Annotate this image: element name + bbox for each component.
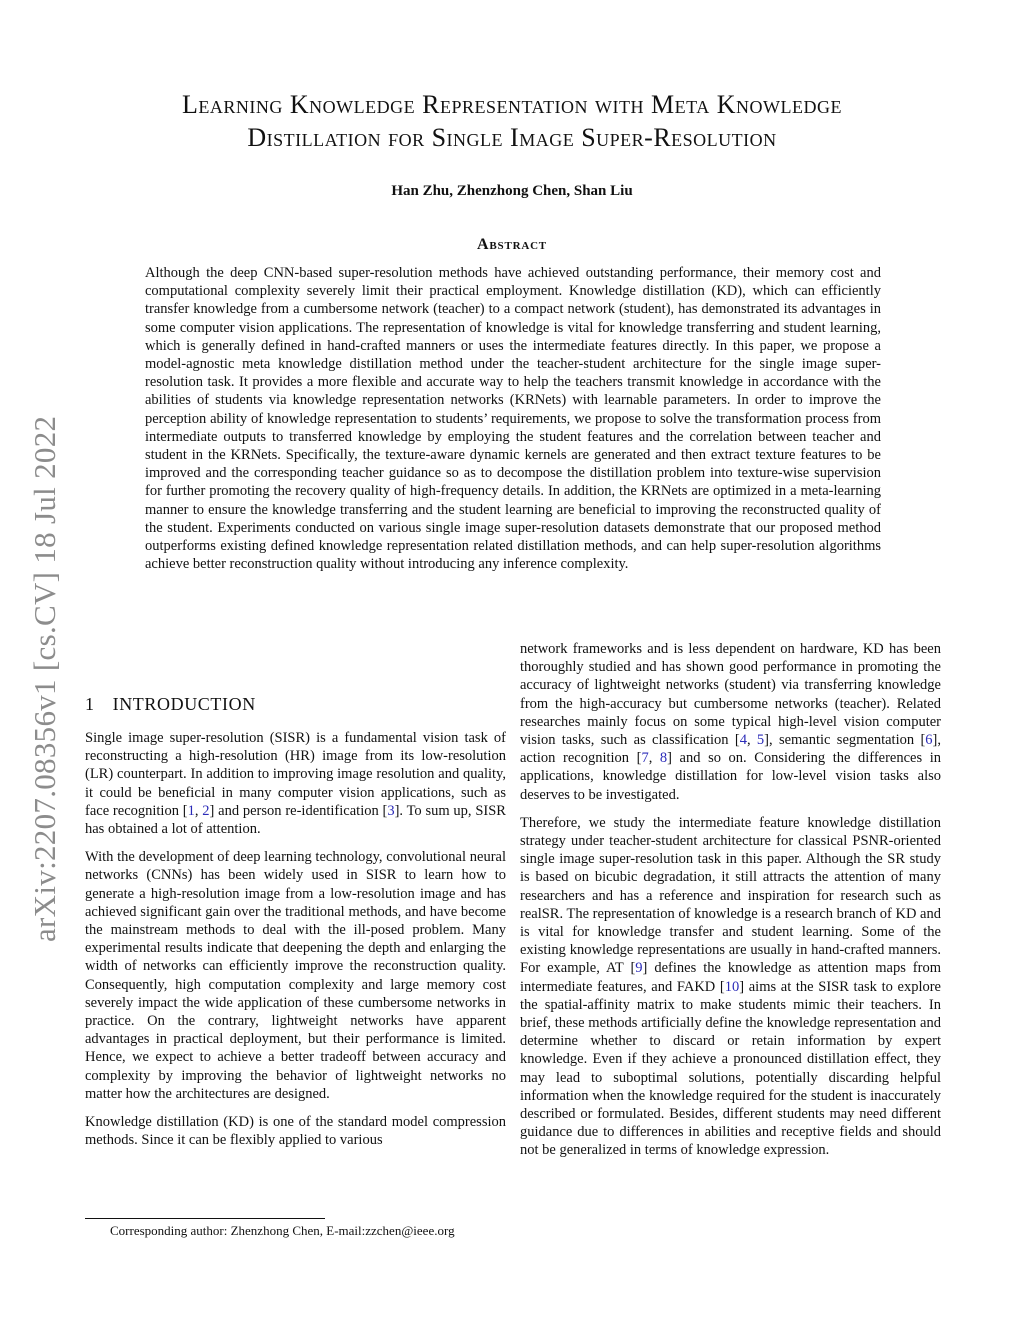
text-run: Therefore, we study the intermediate feature knowledge distillation strategy under teacher-student architecture for classical PSNR-oriented single image super-resolution task in this paper. Although the SR study is based on bicubic degradation, it still attracts the attention of many researchers and has a reference and inspiration for research such as realSR. The representation of knowledge is a research branch of KD and is vital for knowledge transfer and student learning. Some of the existing knowledge representations are usually in hand-crafted manners. For example, AT [	[520, 814, 941, 977]
paragraph: Knowledge distillation (KD) is one of the standard model compression methods. Since it can be flexibly applied to various	[85, 1114, 506, 1149]
text-run: ], semantic segmentation [	[764, 732, 926, 749]
citation-link[interactable]: 10	[724, 978, 740, 995]
citation-link[interactable]: 2	[202, 802, 210, 819]
section-title: INTRODUCTION	[112, 694, 256, 714]
abstract-text: Although the deep CNN-based super-resolution methods have achieved outstanding performance, their memory cost and computational complexity severely limit their practical employment. Knowledge distillation (KD), which can efficiently transfer knowledge from a cumbersome network (teacher) to a compact network (student), has demonstrated its advantages in some computer vision applications. The representation of knowledge is vital for knowledge transferring and student learning, which is generally defined in hand-crafted manners or uses the intermediate features directly. In this paper, we propose a model-agnostic meta knowledge distillation method under the teacher-student architecture for the single image super-resolution task. It provides a more flexible and accurate way to help the teachers transmit knowledge in accordance with the abilities of students via knowledge representation networks (KRNets) with learnable parameters. In order to improve the perception ability of knowledge representation to students’ requirements, we propose to solve the transformation process from intermediate outputs to transferred knowledge by employing the student features and the correlation between teacher and student in the KRNets. Specifically, the texture-aware dynamic kernels are generated and then extract texture features to be improved and the corresponding teacher guidance so as to decompose the distillation problem into texture-wise supervision for further promoting the recovery quality of high-frequency details. In addition, the KRNets are optimized in a meta-learning manner to ensure the knowledge transferring and the student learning are beneficial to improving the reconstructed quality of the student. Experiments conducted on various single image super-resolution datasets demonstrate that our proposed method outperforms existing defined knowledge representation related distillation methods, and can help super-resolution algorithms achieve better reconstruction quality without introducing any inference complexity.	[145, 265, 881, 573]
citation-link[interactable]: 8	[659, 750, 668, 767]
citation-link[interactable]: 4	[739, 732, 747, 749]
text-run: ]. To sum up, SISR has obtained a lot of attention.	[85, 802, 506, 838]
right-column	[520, 640, 941, 1170]
text-run: ] and so on. Considering the differences in applications, knowledge distillation for low-level vision tasks also deserves to be investigated.	[520, 750, 941, 803]
citation-link[interactable]: 5	[756, 732, 765, 749]
citation-link[interactable]: 9	[635, 960, 643, 977]
section-heading-introduction	[85, 694, 274, 715]
citation-link[interactable]: 3	[387, 802, 395, 819]
section-number: 1	[85, 694, 95, 714]
text-run: network frameworks and is less dependent on hardware, KD has been thoroughly studied and has shown good performance in promoting the accuracy of lightweight networks (student) via transferring knowledge from the high-accuracy but cumbersome networks (teacher). Related researches mainly focus on some typical high-level vision computer vision tasks, such as classification [	[520, 641, 941, 749]
title-line-1: Learning Knowledge Representation with Meta Knowledge	[182, 90, 842, 119]
footnote: Corresponding author: Zhenzhong Chen, E-mail:zzchen@ieee.org	[110, 1223, 455, 1238]
paragraph	[520, 814, 941, 1160]
text-run: ] defines the knowledge as attention maps from intermediate features, and FAKD [	[520, 960, 941, 995]
left-column	[85, 729, 506, 1159]
paper-title	[60, 88, 964, 154]
citation-link[interactable]: 1	[187, 802, 195, 819]
footnote-divider	[85, 1218, 325, 1219]
paragraph: With the development of deep learning technology, convolutional neural networks (CNNs) has been widely used in SISR to learn how to generate a high-resolution image from a low-resolution image and has achieved significant gain over the traditional methods, and have become the mainstream methods to deal with the ill-posed problem. Many experimental results indicate that deepening the depth and enlarging the width of networks can efficiently improve the reconstruction quality. Consequently, high computation complexity and large memory cost severely impact the wide application of these cumbersome networks in practice. On the contrary, lightweight networks have apparent advantages in practical deployment, but their performance is limited. Hence, we expect to achieve a better tradeoff between accuracy and complexity by improving the behavior of lightweight networks no matter how the architectures are designed.	[85, 849, 506, 1102]
paragraph: network frameworks and is less dependent on hardware, KD has been thoroughly studied and has shown good performance in promoting the accuracy of lightweight networks (student) via transferring knowledge from the high-accuracy but cumbersome networks (teacher). Related researches mainly focus on some typical high-level vision computer vision tasks, such as classification [4, 5], semantic segmentation [6], action recognition [7, 8] and so on. Considering the differences in applications, knowledge distillation for low-level vision tasks also deserves to be investigated.	[520, 641, 941, 803]
paragraph: Single image super-resolution (SISR) is a fundamental vision task of reconstructing a high-resolution (HR) image from its low-resolution (LR) counterpart. In addition to improving image resolution and quality, it could be beneficial in many computer vision applications, such as face recognition [1, 2] and person re-identification [3]. To sum up, SISR has obtained a lot of attention.	[85, 730, 506, 838]
text-run: ], action recognition [	[520, 732, 941, 767]
arxiv-stamp: arXiv:2207.08356v1 [cs.CV] 18 Jul 2022	[27, 415, 62, 942]
abstract-heading: Abstract	[477, 236, 547, 253]
citation-link[interactable]: 6	[925, 732, 933, 749]
title-line-2: Distillation for Single Image Super-Resolution	[247, 123, 777, 152]
text-run: ] aims at the SISR task to explore the spatial-affinity matrix to make students mimic their teachers. In brief, these methods artificially define the knowledge representation and determine whether to discard or retain information by expert knowledge. Even if they achieve a pronounced distillation effect, they may lead to suboptimal solutions, potentially discarding helpful information when the knowledge required for the student is inaccurately described or formulated. Besides, different students may need different guidance due to differences in abilities and receptive fields and should not be generalized in terms of knowledge expression.	[520, 978, 941, 1159]
citation-link[interactable]: 7	[641, 750, 649, 767]
text-run: Single image super-resolution (SISR) is a fundamental vision task of reconstructing a high-resolution (HR) image from its low-resolution (LR) counterpart. In addition to improving image resolution and quality, it could be beneficial in many computer vision applications, such as face recognition [	[85, 730, 506, 819]
authors: Han Zhu, Zhenzhong Chen, Shan Liu	[391, 183, 633, 199]
text-run: ] and person re-identification [	[209, 802, 388, 819]
